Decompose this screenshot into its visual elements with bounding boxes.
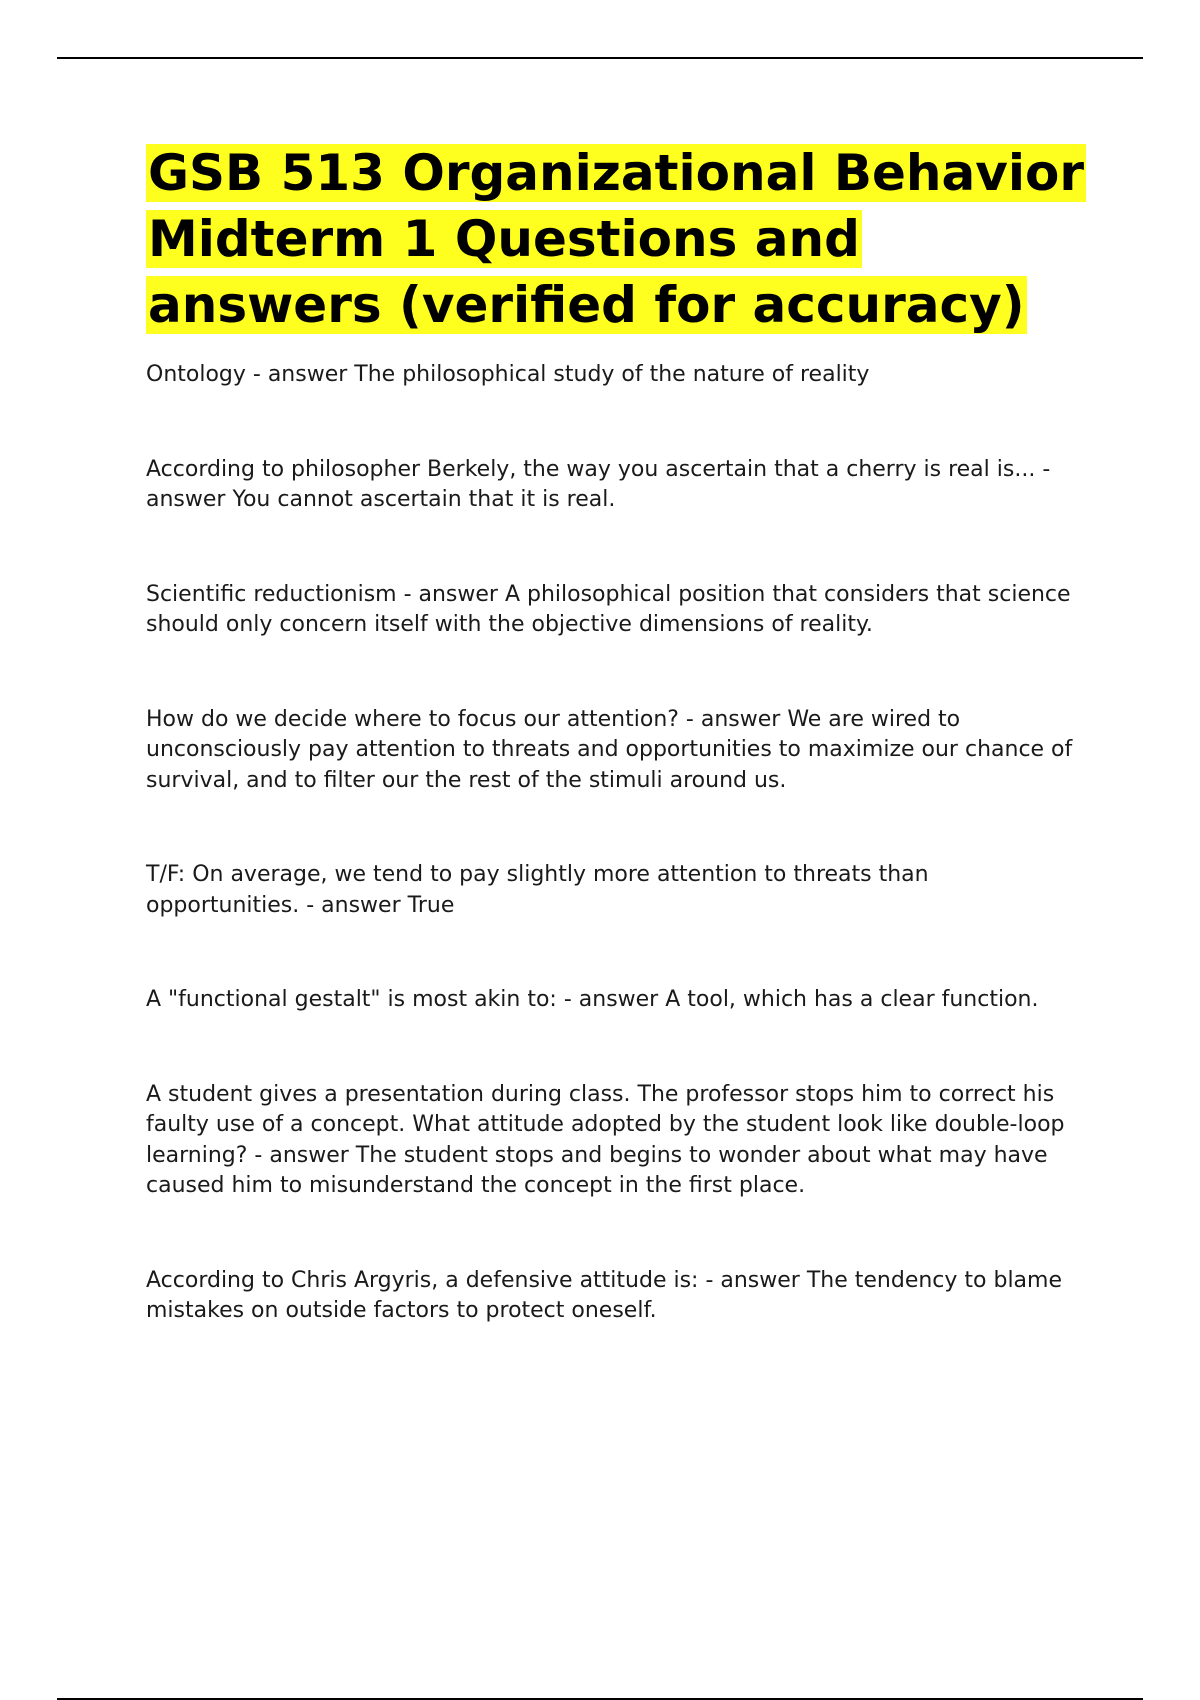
qa-item: Scientific reductionism - answer A philosophical position that considers that science should only concern itself with the objective dimensions of reality. [146,581,1071,637]
title-highlight: GSB 513 Organizational Behavior Midterm 1 Questions and answers (verified for accuracy) [148,144,1084,334]
qa-item: T/F: On average, we tend to pay slightly more attention to threats than opportunities. - answer True [146,862,929,918]
document-title [146,140,1086,338]
qa-item: Ontology - answer The philosophical study of the nature of reality [146,362,870,387]
qa-item: How do we decide where to focus our attention? - answer We are wired to unconsciously pay attention to threats and opportunities to maximize our chance of survival, and to filter our the rest of the stimuli around us. [146,706,1073,793]
qa-item: According to philosopher Berkely, the way you ascertain that a cherry is real is... - answer You cannot ascertain that it is real. [146,456,1051,512]
qa-item: A "functional gestalt" is most akin to: - answer A tool, which has a clear function. [146,987,1039,1012]
qa-item: A student gives a presentation during class. The professor stops him to correct his faulty use of a concept. What attitude adopted by the student look like double-loop learning? - answer The student stops and begins to wonder about what may have caused him to misunderstand the concept in the first place. [146,1081,1065,1198]
qa-item: According to Chris Argyris, a defensive attitude is: - answer The tendency to blame mistakes on outside factors to protect oneself. [146,1267,1063,1323]
top-rule [57,57,1143,59]
document-body [146,140,1086,1327]
